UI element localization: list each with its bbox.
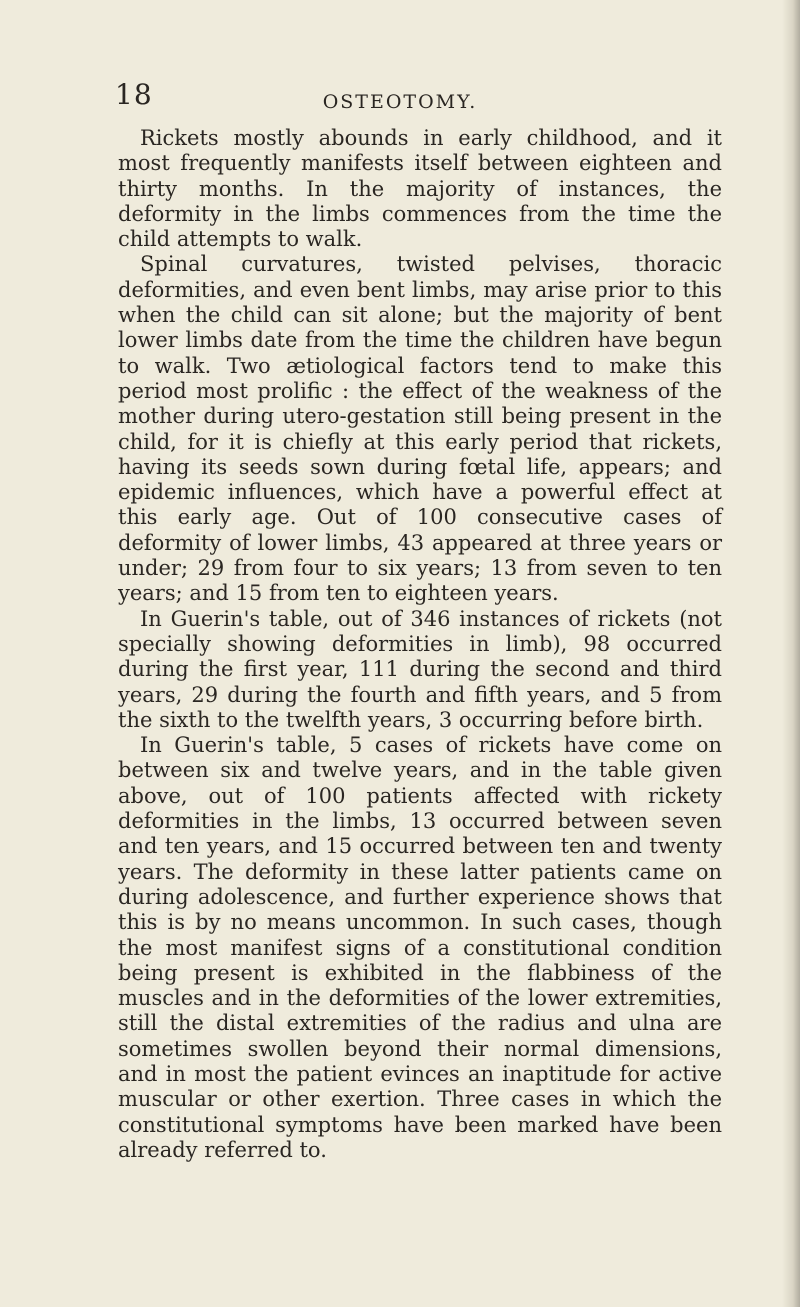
paragraph-guerin-table-second: In Guerin's table, 5 cases of rickets have come on between six and twelve years, and in the table given above, out of 100 patients affected with rickety deformities in the limbs, 13 occurred between seven and ten years, and 15 occurred between ten and twenty years. The deformity in these latter patients came on during adolescence, and further experience shows that this is by no means uncommon. In such cases, though the most manifest signs of a constitutional condition being present is exhibited in the flabbiness of the muscles and in the deformities of the lower extremities, still the distal extremities of the radius and ulna are sometimes swollen beyond their normal dimensions, and in most the patient evinces an inaptitude for active muscular or other exertion. Three cases in which the constitutional symptoms have been marked have been already referred to. (118, 733, 722, 1162)
body-text (118, 126, 722, 1163)
page-edge-shadow (782, 0, 800, 1307)
page-number: 18 (115, 78, 153, 111)
paragraph-guerin-table-first: In Guerin's table, out of 346 instances of rickets (not specially showing deformities in limb), 98 occurred during the first year, 111 during the second and third years, 29 during the fourth and fifth years, and 5 from the sixth to the twelfth years, 3 occurring before birth. (118, 606, 722, 732)
running-title: OSTEOTOMY. (322, 91, 478, 113)
paragraph-spinal-curvatures: Spinal curvatures, twisted pelvises, thoracic deformities, and even bent limbs, may arise prior to this when the child can sit alone; but the majority of bent lower limbs date from the time the children have begun to walk. Two ætiological factors tend to make this period most prolific : the effect of the weakness of the mother during utero-gestation still being present in the child, for it is chiefly at this early period that rickets, having its seeds sown during fœtal life, appears; and epidemic influences, which have a powerful effect at this early age. Out of 100 consecutive cases of deformity of lower limbs, 43 appeared at three years or under; 29 from four to six years; 13 from seven to ten years; and 15 from ten to eighteen years. (118, 252, 722, 606)
paragraph-rickets-onset: Rickets mostly abounds in early childhood, and it most frequently manifests itself between eighteen and thirty months. In the majority of instances, the deformity in the limbs commences from the time the child attempts to walk. (118, 126, 722, 252)
running-head (0, 78, 800, 113)
